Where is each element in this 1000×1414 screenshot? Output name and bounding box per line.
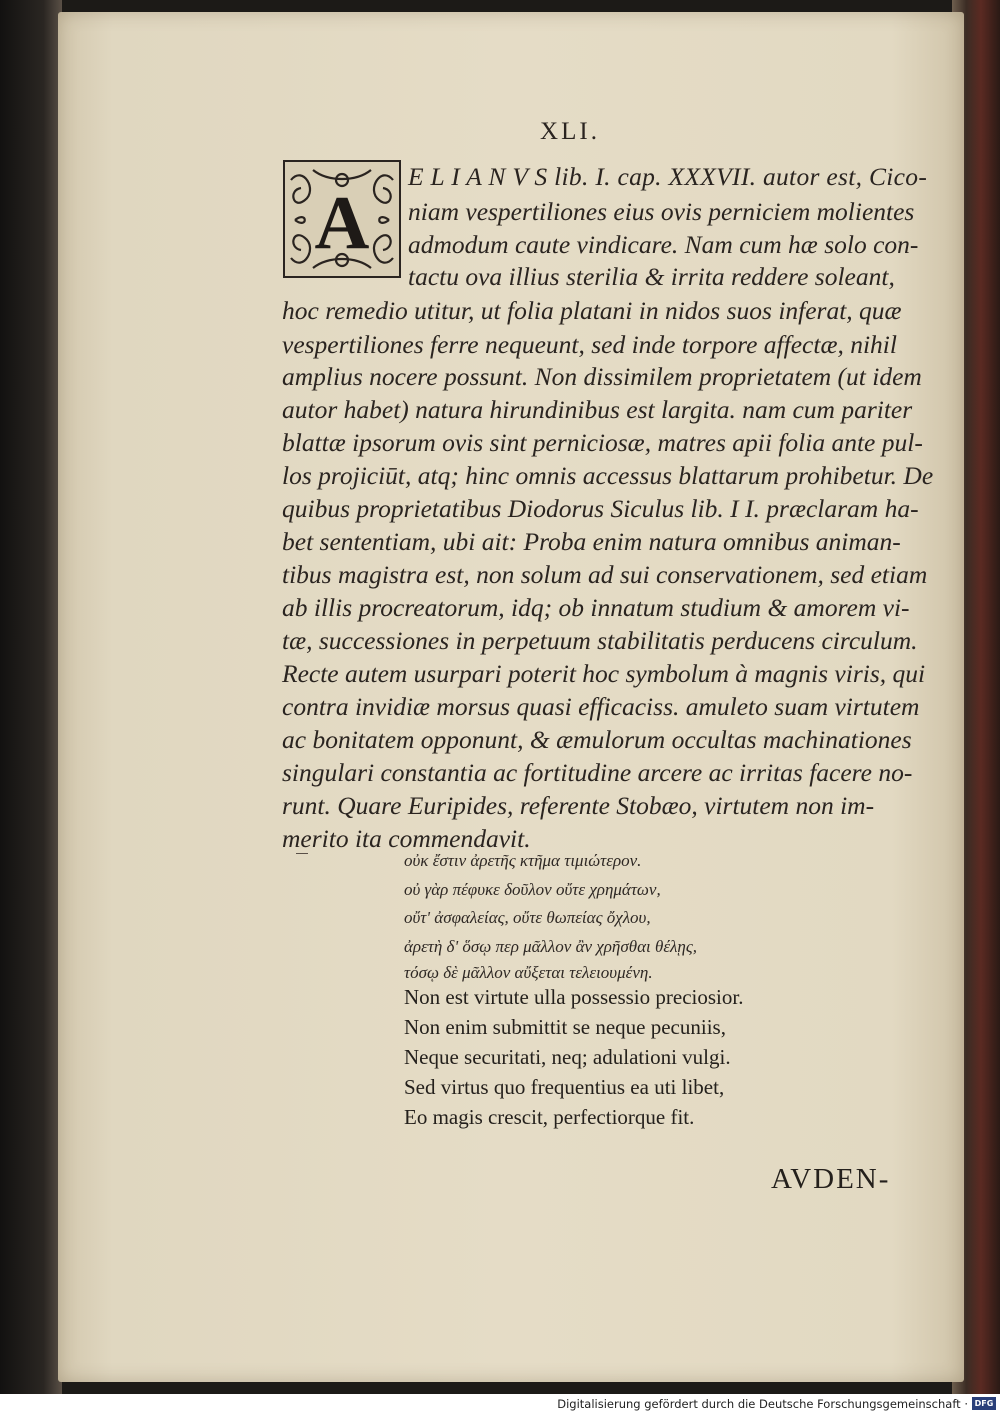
text-line: Recte autem usurpari poterit hoc symbolum à magnis viris, qui [282, 659, 926, 688]
text-line: tactu ova illius sterilia & irrita reddere soleant, [408, 262, 895, 291]
verse-line: Non enim submittit se neque pecuniis, [404, 1015, 726, 1039]
text-line: hoc remedio utitur, ut folia platani in nidos suos inferat, quæ [282, 296, 902, 325]
catchword: AVDEN- [771, 1163, 891, 1195]
text-line: runt. Quare Euripides, referente Stobæo, virtutem non im- [282, 791, 875, 820]
text-line: vespertiliones ferre nequeunt, sed inde torpore affectæ, nihil [282, 330, 897, 359]
text-line: contra invidiæ morsus quasi efficaciss. amuleto suam virtutem [282, 692, 920, 721]
greek-line: οὔτ' ἀσφαλείας, οὔτε θωπείας ὄχλου, [404, 908, 651, 927]
text-line: ab illis procreatorum, idq; ob innatum studium & amorem vi- [282, 593, 910, 622]
verse-line: Neque securitati, neq; adulationi vulgi. [404, 1045, 731, 1069]
text-line: los projiciūt, atq; hinc omnis accessus blattarum prohibetur. De [282, 461, 934, 490]
text-line: singulari constantia ac fortitudine arcere ac irritas facere no- [282, 758, 913, 787]
text-line: bet sententiam, ubi ait: Proba enim natura omnibus animan- [282, 527, 901, 556]
text-line: merito ita commendavit. [282, 824, 531, 853]
greek-line: οὐκ ἔστιν ἀρετῆς κτῆμα τιμιώτερον. [404, 851, 642, 870]
margin-mark [296, 853, 308, 854]
text-line: quibus proprietatibus Diodorus Siculus lib. I I. præclaram ha- [282, 494, 919, 523]
decorated-initial-icon [283, 160, 401, 278]
footer-bar [0, 1394, 1000, 1414]
text-line: tæ, successiones in perpetuum stabilitatis perducens circulum. [282, 626, 918, 655]
page-heading: XLI. [540, 118, 600, 145]
greek-line: ἀρετὴ δ' ὅσῳ περ μᾶλλον ἂν χρῆσθαι θέλῃς, [404, 937, 697, 956]
footer-credit: Digitalisierung gefördert durch die Deutsche Forschungsgemeinschaft · [557, 1397, 968, 1411]
verse-line: Sed virtus quo frequentius ea uti libet, [404, 1075, 725, 1099]
greek-line: τόσῳ δὲ μᾶλλον αὔξεται τελειουμένη. [404, 963, 653, 982]
text-line: autor habet) natura hirundinibus est largita. nam cum pariter [282, 395, 913, 424]
verse-line: Non est virtute ulla possessio preciosior. [404, 985, 744, 1009]
greek-line: οὐ γὰρ πέφυκε δοῦλον οὔτε χρημάτων, [404, 880, 661, 899]
verse-line: Eo magis crescit, perfectiorque fit. [404, 1105, 695, 1129]
text-line: admodum caute vindicare. Nam cum hæ solo con- [408, 230, 919, 259]
text-line: E L I A N V S lib. I. cap. XXXVII. autor est, Cico- [408, 162, 928, 191]
text-line: tibus magistra est, non solum ad sui conservationem, sed etiam [282, 560, 928, 589]
text-line: niam vespertiliones eius ovis perniciem molientes [408, 197, 915, 226]
text-line: ac bonitatem opponunt, & æmulorum occultas machinationes [282, 725, 912, 754]
initial-letter: A [314, 181, 370, 265]
text-line: amplius nocere possunt. Non dissimilem proprietatem (ut idem [282, 362, 922, 391]
dfg-logo-icon: DFG [972, 1397, 996, 1410]
text-line: blattæ ipsorum ovis sint perniciosæ, matres apii folia ante pul- [282, 428, 923, 457]
